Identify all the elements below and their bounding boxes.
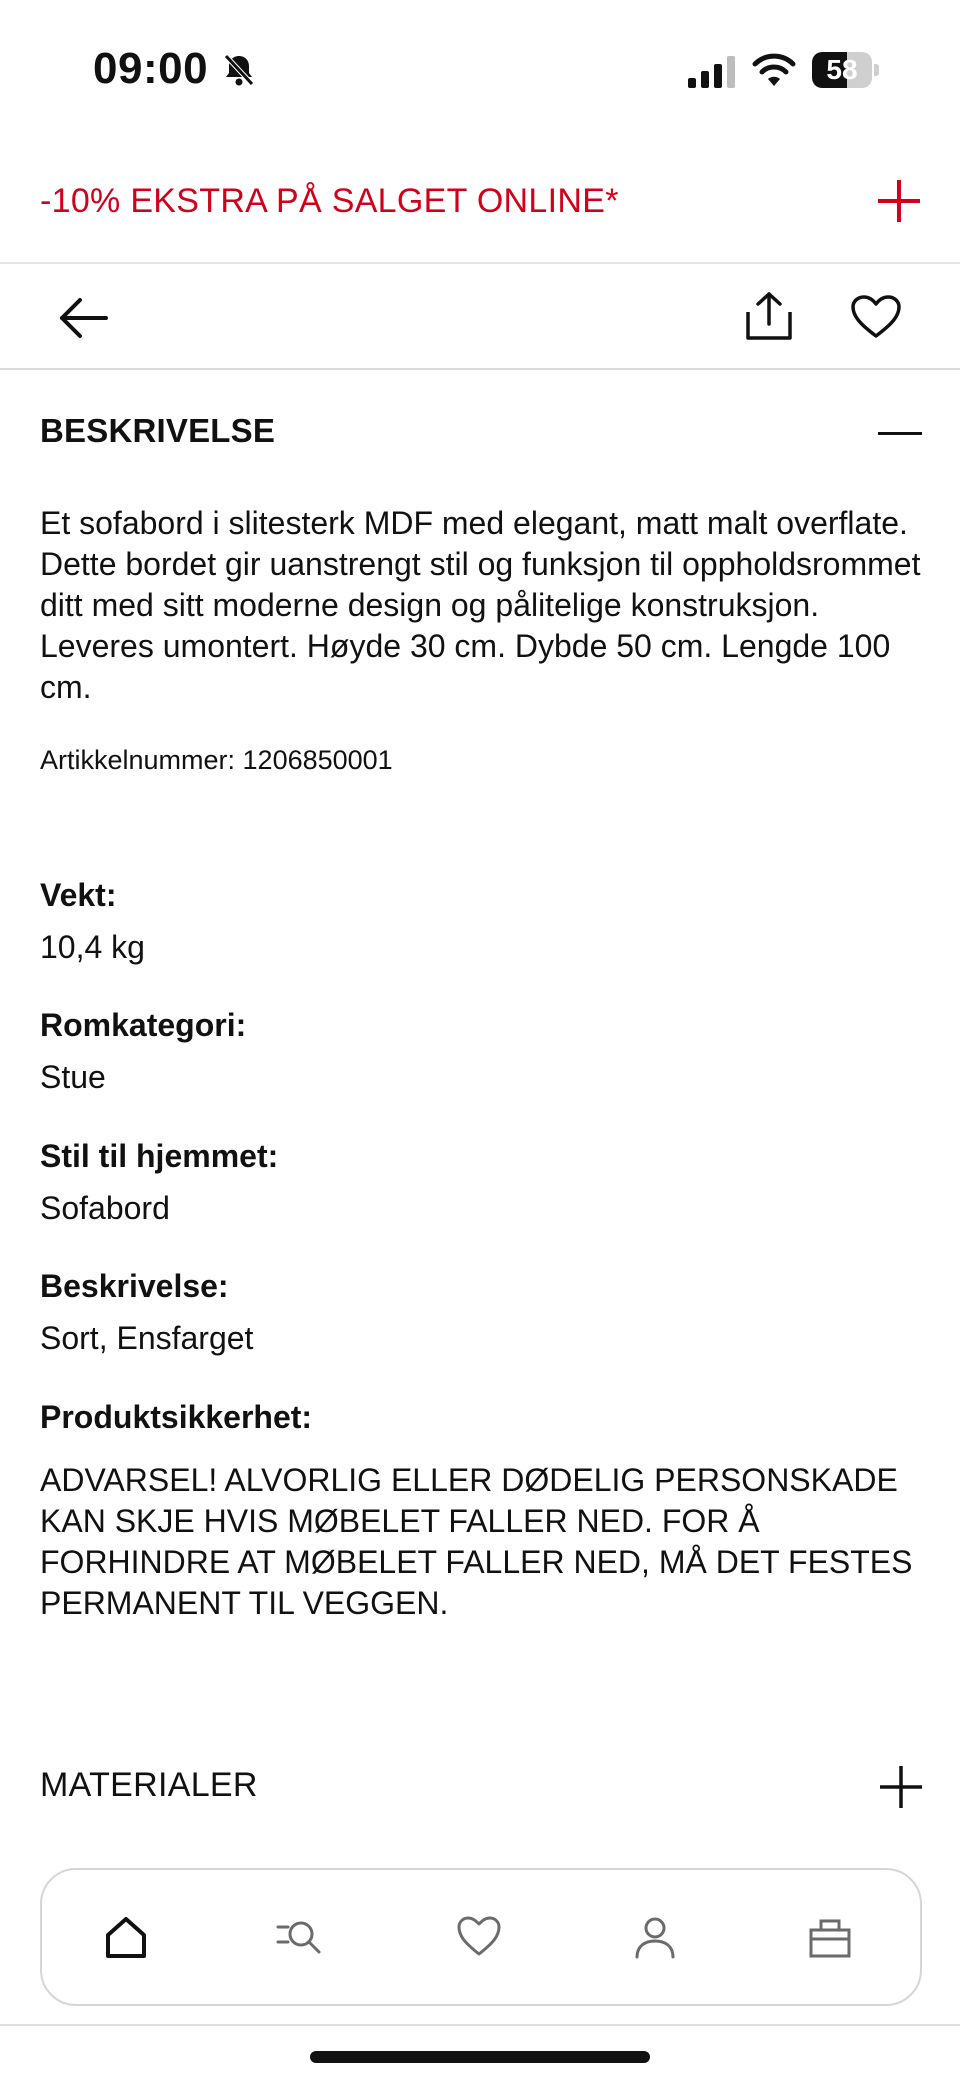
status-bar xyxy=(0,0,960,140)
attribute-label: Beskrivelse: xyxy=(40,1268,229,1304)
attribute-label: Romkategori: xyxy=(40,1007,247,1043)
product-safety-label: Produktsikkerhet: xyxy=(40,1399,313,1435)
bottom-divider xyxy=(0,2024,960,2026)
search-icon[interactable] xyxy=(276,1915,322,1959)
cellular-signal-icon xyxy=(688,56,736,88)
attribute-label: Vekt: xyxy=(40,877,117,913)
attribute-value: Sofabord xyxy=(40,1190,170,1226)
battery-level: 58 xyxy=(826,54,858,85)
heart-icon[interactable] xyxy=(850,294,902,340)
minus-icon[interactable] xyxy=(878,432,922,435)
arrow-left-icon[interactable] xyxy=(58,296,110,340)
heart-icon[interactable] xyxy=(456,1915,502,1959)
wifi-icon xyxy=(752,52,796,88)
battery-body xyxy=(812,52,872,88)
profile-icon[interactable] xyxy=(632,1915,678,1959)
bag-icon[interactable] xyxy=(807,1915,853,1959)
section-title-materialer[interactable]: MATERIALER xyxy=(40,1766,258,1804)
battery-indicator xyxy=(812,52,880,88)
home-indicator[interactable] xyxy=(310,2051,650,2063)
article-number: Artikkelnummer: 1206850001 xyxy=(40,745,393,775)
promo-text[interactable]: -10% EKSTRA PÅ SALGET ONLINE* xyxy=(40,182,619,220)
attribute-value: Sort, Ensfarget xyxy=(40,1320,254,1356)
top-navigation xyxy=(0,264,960,370)
attribute-value: 10,4 kg xyxy=(40,929,145,965)
bell-muted-icon xyxy=(222,52,256,88)
plus-icon[interactable] xyxy=(876,178,922,224)
product-safety-warning: ADVARSEL! ALVORLIG ELLER DØDELIG PERSONSKADE KAN SKJE HVIS MØBELET FALLER NED. FOR Å FORHINDRE AT MØBELET FALLER NED, MÅ DET FESTES PERMANENT TIL VEGGEN. xyxy=(40,1462,913,1621)
attribute-label: Stil til hjemmet: xyxy=(40,1138,279,1174)
promo-banner[interactable] xyxy=(0,148,960,264)
share-icon[interactable] xyxy=(744,290,794,342)
status-time: 09:00 xyxy=(93,44,209,93)
home-icon[interactable] xyxy=(103,1915,149,1959)
attribute-value: Stue xyxy=(40,1059,106,1095)
section-title-beskrivelse[interactable]: BESKRIVELSE xyxy=(40,412,276,449)
product-description: Et sofabord i slitesterk MDF med elegant, matt malt overflate. Dette bordet gir uanstrengt stil og funksjon til oppholdsrommet ditt med sitt moderne design og pålitelige konstruksjon. Leveres umontert. Høyde 30 cm. Dybde 50 cm. Lengde 100 cm. xyxy=(40,505,921,705)
battery-nub xyxy=(874,64,879,76)
plus-icon[interactable] xyxy=(878,1764,924,1810)
